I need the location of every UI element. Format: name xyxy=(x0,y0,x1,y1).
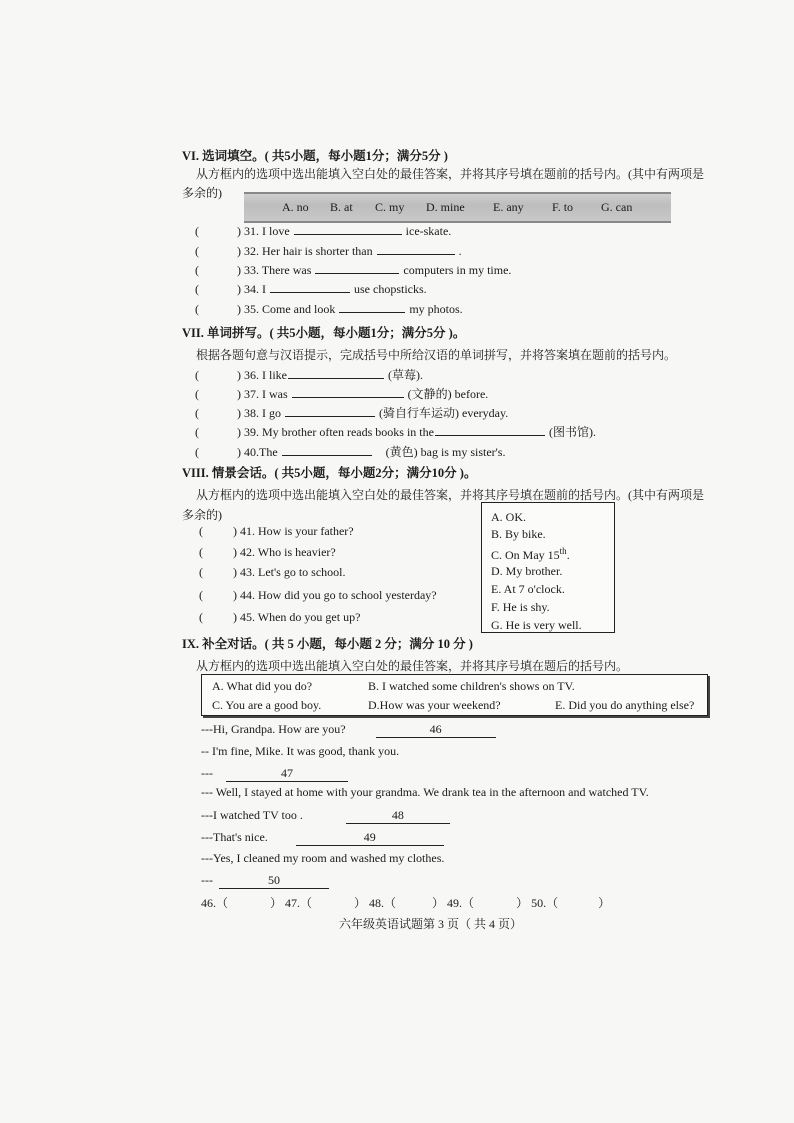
section8-instruction: 从方框内的选项中选出能填入空白处的最佳答案，并将其序号填在题前的括号内。(其中有两项是 xyxy=(196,488,704,502)
answer-row: 46.（ ） 47.（ ） 48.（ ） 49.（ ） 50.（ ） xyxy=(201,896,611,910)
option-d: D. My brother. xyxy=(491,564,563,578)
option-g: G. can xyxy=(601,200,633,214)
answer-blank[interactable]: 46 xyxy=(376,722,496,738)
answer-blank[interactable]: 48 xyxy=(346,808,450,824)
question-37: ( ) 37. I was (文静的) before. xyxy=(195,387,489,401)
question-31: ( ) 31. I love ice-skate. xyxy=(195,224,452,238)
question-38: ( ) 38. I go (骑自行车运动) everyday. xyxy=(195,406,509,420)
section8-option-box xyxy=(481,502,615,633)
answer-blank[interactable] xyxy=(292,385,404,398)
section9-instruction: 从方框内的选项中选出能填入空白处的最佳答案，并将其序号填在题后的括号内。 xyxy=(196,659,629,673)
answer-blank[interactable] xyxy=(294,222,402,235)
option-g: G. He is very well. xyxy=(491,618,582,632)
option-e: E. At 7 o'clock. xyxy=(491,582,565,596)
option-d: D.How was your weekend? xyxy=(368,698,501,712)
question-33: ( ) 33. There was computers in my time. xyxy=(195,263,512,277)
answer-blank[interactable] xyxy=(435,423,545,436)
option-e: E. Did you do anything else? xyxy=(555,698,695,712)
dialogue-line-48: ---I watched TV too . 48 xyxy=(201,808,450,824)
dialogue-line-50: --- 50 xyxy=(201,873,329,889)
dialogue-line: --- Well, I stayed at home with your grandma. We drank tea in the afternoon and watched TV. xyxy=(201,785,649,799)
question-36: ( ) 36. I like (草莓). xyxy=(195,368,423,382)
dialogue-line: -- I'm fine, Mike. It was good, thank you. xyxy=(201,744,400,758)
option-d: D. mine xyxy=(426,200,465,214)
section8-heading: VIII. 情景会话。( 共5小题，每小题2分；满分10分 )。 xyxy=(182,466,477,480)
dialogue-line-49: ---That's nice. 49 xyxy=(201,830,444,846)
answer-blank[interactable] xyxy=(315,261,399,274)
dialogue-line: ---Yes, I cleaned my room and washed my clothes. xyxy=(201,851,445,865)
question-34: ( ) 34. I use chopsticks. xyxy=(195,282,427,296)
question-40: ( ) 40.The (黄色) bag is my sister's. xyxy=(195,445,506,459)
answer-blank[interactable] xyxy=(288,366,384,379)
section6-heading: VI. 选词填空。( 共5小题，每小题1分；满分5分 ) xyxy=(182,149,448,163)
dialogue-line-47: --- 47 xyxy=(201,766,348,782)
answer-blank[interactable] xyxy=(339,300,405,313)
question-35: ( ) 35. Come and look my photos. xyxy=(195,302,463,316)
question-41: ( ) 41. How is your father? xyxy=(199,524,354,538)
dialogue-line-46: ---Hi, Grandpa. How are you? 46 xyxy=(201,722,496,738)
answer-blank[interactable]: 50 xyxy=(219,873,329,889)
question-39: ( ) 39. My brother often reads books in the (图书馆). xyxy=(195,425,596,439)
option-a: A. What did you do? xyxy=(212,679,313,693)
section6-instruction-cont: 多余的) xyxy=(182,186,222,200)
option-b: B. I watched some children's shows on TV. xyxy=(368,679,575,693)
question-42: ( ) 42. Who is heavier? xyxy=(199,545,336,559)
answer-blank[interactable] xyxy=(285,404,375,417)
answer-blank[interactable]: 49 xyxy=(296,830,444,846)
answer-blank[interactable] xyxy=(282,443,372,456)
section7-heading: VII. 单词拼写。( 共5小题，每小题1分；满分5分 )。 xyxy=(182,326,466,340)
section6-option-box xyxy=(244,192,671,223)
option-f: F. He is shy. xyxy=(491,600,550,614)
question-32: ( ) 32. Her hair is shorter than . xyxy=(195,244,462,258)
page-footer: 六年级英语试题第 3 页（ 共 4 页） xyxy=(339,917,523,931)
question-43: ( ) 43. Let's go to school. xyxy=(199,565,346,579)
option-a: A. no xyxy=(282,200,309,214)
section9-heading: IX. 补全对话。( 共 5 小题，每小题 2 分；满分 10 分 ) xyxy=(182,637,473,651)
section7-instruction: 根据各题句意与汉语提示，完成括号中所给汉语的单词拼写，并将答案填在题前的括号内。 xyxy=(196,348,677,362)
option-f: F. to xyxy=(552,200,574,214)
answer-blank[interactable]: 47 xyxy=(226,766,348,782)
answer-blank[interactable] xyxy=(377,242,455,255)
answer-blank[interactable] xyxy=(270,280,350,293)
option-e: E. any xyxy=(493,200,524,214)
option-c: C. You are a good boy. xyxy=(212,698,322,712)
question-45: ( ) 45. When do you get up? xyxy=(199,610,361,624)
option-c: C. On May 15th. xyxy=(491,546,570,562)
section8-instruction-cont: 多余的) xyxy=(182,508,222,522)
section6-instruction: 从方框内的选项中选出能填入空白处的最佳答案，并将其序号填在题前的括号内。(其中有两项是 xyxy=(196,167,704,181)
question-44: ( ) 44. How did you go to school yesterday? xyxy=(199,588,437,602)
option-a: A. OK. xyxy=(491,510,526,524)
option-c: C. my xyxy=(375,200,405,214)
option-b: B. By bike. xyxy=(491,527,546,541)
section9-option-box xyxy=(201,674,708,716)
option-b: B. at xyxy=(330,200,353,214)
